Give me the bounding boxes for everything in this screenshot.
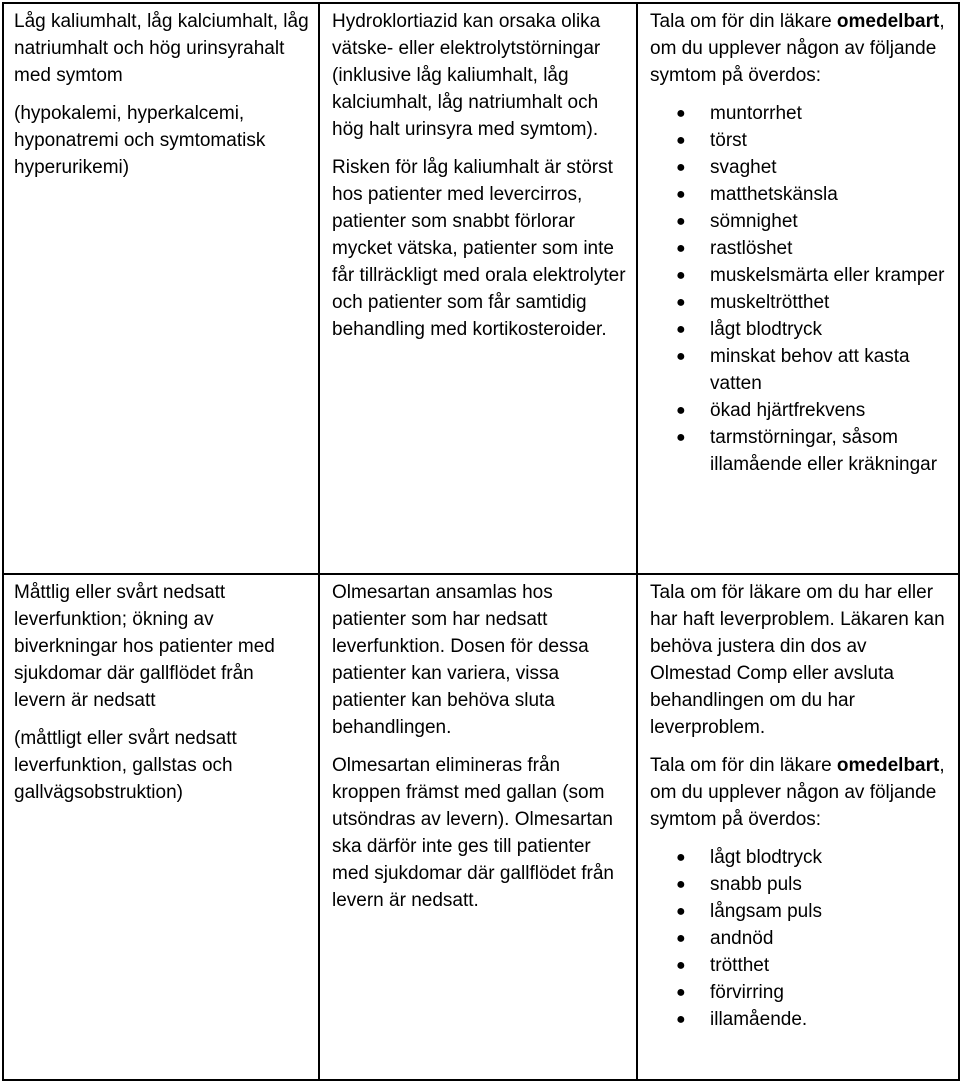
bullet-icon: ● — [676, 321, 686, 338]
bullet-icon: ● — [676, 984, 686, 1001]
explanation-paragraph: Olmesartan elimineras från kroppen främst med gallan (som utsöndras av levern). Olmesartan ska därför inte ges till patienter med sjukdomar där gallflödet från levern är nedsatt. — [332, 755, 614, 911]
symptom-label: tarmstörningar, såsom illamående eller kräkningar — [710, 427, 938, 475]
advice-emphasis: omedelbart — [836, 755, 940, 776]
symptom-list — [650, 844, 950, 1033]
symptom-label: lågt blodtryck — [710, 847, 822, 868]
table-row — [3, 574, 959, 1080]
symptom-item — [676, 925, 950, 952]
bullet-icon: ● — [676, 849, 686, 866]
symptom-item — [676, 208, 950, 235]
symptom-item — [676, 181, 950, 208]
symptom-label: muskelsmärta eller kramper — [710, 265, 945, 286]
symptom-label: snabb puls — [710, 874, 802, 895]
symptom-item — [676, 127, 950, 154]
advice-prefix: Tala om för din läkare — [650, 11, 837, 32]
symptom-label: törst — [710, 130, 747, 151]
side-effects-table — [2, 2, 960, 1081]
symptom-item — [676, 1006, 950, 1033]
bullet-icon: ● — [676, 876, 686, 893]
symptom-label: minskat behov att kasta vatten — [710, 346, 910, 394]
symptom-label: lågt blodtryck — [710, 319, 822, 340]
explanation-paragraph: Risken för låg kaliumhalt är störst hos patienter med levercirros, patienter som snabbt förlorar mycket vätska, patienter som inte får tillräckligt med orala elektrolyter och patienter som får samtidig behandling med kortikosteroider. — [332, 157, 626, 340]
symptom-item — [676, 952, 950, 979]
symptom-item — [676, 844, 950, 871]
advice-cell — [637, 3, 959, 574]
bullet-icon: ● — [676, 159, 686, 176]
bullet-icon: ● — [676, 213, 686, 230]
symptom-label: trötthet — [710, 955, 770, 976]
symptom-item — [676, 898, 950, 925]
bullet-icon: ● — [676, 105, 686, 122]
advice-suffix: , om du upplever någon av följande symtom på överdos: — [650, 11, 945, 86]
explanation-paragraph: Olmesartan ansamlas hos patienter som har nedsatt leverfunktion. Dosen för dessa patienter kan variera, vissa patienter kan behöva sluta behandlingen. — [332, 582, 589, 738]
condition-terms: (hypokalemi, hyperkalcemi, hyponatremi och symtomatisk hyperurikemi) — [14, 103, 266, 178]
symptom-item — [676, 262, 950, 289]
bullet-icon: ● — [676, 267, 686, 284]
symptom-label: sömnighet — [710, 211, 798, 232]
symptom-item — [676, 100, 950, 127]
bullet-icon: ● — [676, 132, 686, 149]
bullet-icon: ● — [676, 1011, 686, 1028]
explanation-cell — [319, 574, 637, 1080]
symptom-label: andnöd — [710, 928, 774, 949]
advice-cell — [637, 574, 959, 1080]
symptom-label: illamående. — [710, 1009, 808, 1030]
symptom-label: muntorrhet — [710, 103, 802, 124]
symptom-item — [676, 235, 950, 262]
symptom-list — [650, 100, 950, 478]
advice-emphasis: omedelbart — [836, 11, 940, 32]
symptom-item — [676, 424, 950, 478]
bullet-icon: ● — [676, 903, 686, 920]
advice-paragraph — [650, 8, 950, 89]
bullet-icon: ● — [676, 402, 686, 419]
table-row — [3, 3, 959, 574]
symptom-label: svaghet — [710, 157, 777, 178]
bullet-icon: ● — [676, 957, 686, 974]
condition-cell — [3, 574, 319, 1080]
bullet-icon: ● — [676, 930, 686, 947]
bullet-icon: ● — [676, 240, 686, 257]
explanation-paragraph: Hydroklortiazid kan orsaka olika vätske- eller elektrolytstörningar (inklusive låg kaliumhalt, låg kalciumhalt, låg natriumhalt och hög halt urinsyra med symtom). — [332, 11, 601, 140]
symptom-item — [676, 316, 950, 343]
symptom-item — [676, 289, 950, 316]
symptom-label: förvirring — [710, 982, 784, 1003]
bullet-icon: ● — [676, 348, 686, 365]
explanation-cell — [319, 3, 637, 574]
symptom-item — [676, 871, 950, 898]
bullet-icon: ● — [676, 186, 686, 203]
advice-prefix: Tala om för din läkare — [650, 755, 837, 776]
condition-terms: (måttligt eller svårt nedsatt leverfunktion, gallstas och gallvägsobstruktion) — [14, 728, 237, 803]
symptom-label: långsam puls — [710, 901, 822, 922]
advice-paragraph — [650, 752, 950, 833]
advice-suffix: , om du upplever någon av följande symtom på överdos: — [650, 755, 945, 830]
symptom-label: rastlöshet — [710, 238, 793, 259]
symptom-label: matthetskänsla — [710, 184, 838, 205]
symptom-label: ökad hjärtfrekvens — [710, 400, 866, 421]
condition-title: Måttlig eller svårt nedsatt leverfunktion; ökning av biverkningar hos patienter med sjukdomar där gallflödet från levern är nedsatt — [14, 582, 275, 711]
bullet-icon: ● — [676, 294, 686, 311]
condition-title: Låg kaliumhalt, låg kalciumhalt, låg natriumhalt och hög urinsyrahalt med symtom — [14, 11, 309, 86]
symptom-item — [676, 979, 950, 1006]
symptom-item — [676, 154, 950, 181]
condition-cell — [3, 3, 319, 574]
advice-intro: Tala om för läkare om du har eller har haft leverproblem. Läkaren kan behöva justera din dos av Olmestad Comp eller avsluta behandlingen om du har leverproblem. — [650, 582, 945, 738]
symptom-item — [676, 343, 950, 397]
symptom-label: muskeltrötthet — [710, 292, 830, 313]
bullet-icon: ● — [676, 429, 686, 446]
symptom-item — [676, 397, 950, 424]
